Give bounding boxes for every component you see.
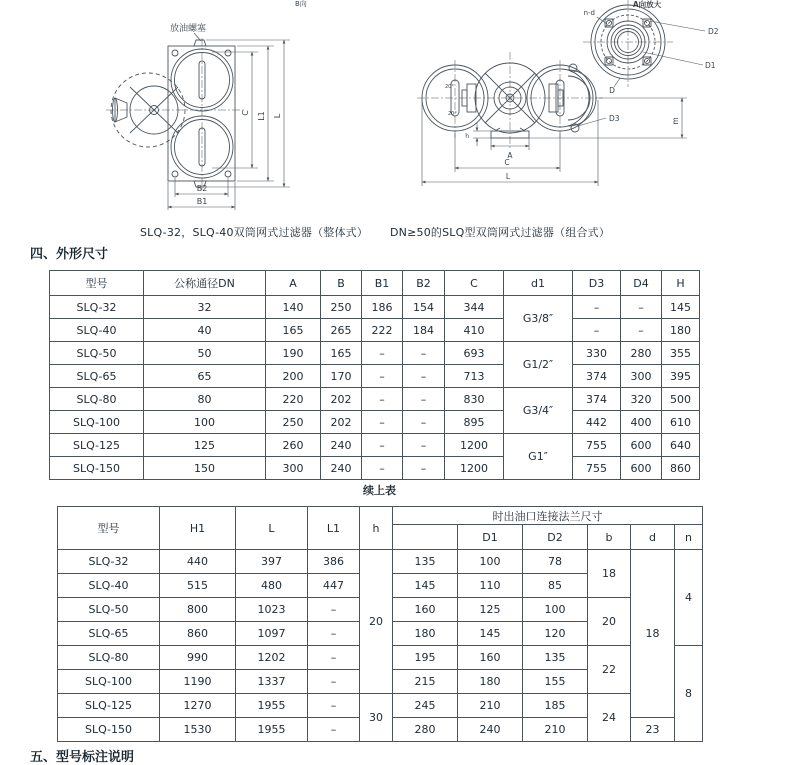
cell-b-merged: 20 [588, 598, 631, 646]
cell: 755 [573, 457, 621, 480]
cell: 440 [160, 550, 236, 574]
dim-label-c: C [504, 158, 510, 167]
cell: 1955 [236, 694, 308, 718]
col-header: 公称通径DN [144, 271, 266, 296]
cell: 442 [573, 411, 621, 434]
cell: 78 [523, 550, 588, 574]
cell: SLQ-150 [50, 457, 144, 480]
dim-label-d3: D3 [609, 114, 620, 123]
cell: 600 [621, 434, 662, 457]
cell: 500 [662, 388, 700, 411]
cell: 32 [144, 296, 266, 319]
col-header: B2 [403, 271, 445, 296]
cell: 830 [445, 388, 504, 411]
cell: – [403, 342, 445, 365]
cell: 245 [393, 694, 458, 718]
cell: 220 [266, 388, 321, 411]
cell: 374 [573, 365, 621, 388]
cell-d1-merged: G3/8″ [504, 296, 573, 342]
cell-d-merged: 18 [631, 550, 675, 718]
cell: 895 [445, 411, 504, 434]
continued-table-label: 续上表 [363, 484, 396, 497]
dim-label-l: L [273, 113, 282, 119]
table-header-row [50, 271, 700, 296]
cell: 386 [308, 550, 360, 574]
cell: 265 [321, 319, 362, 342]
sub-col-header: d [631, 525, 675, 550]
cell: – [573, 296, 621, 319]
cell: 155 [523, 670, 588, 694]
sub-col-header: n [675, 525, 703, 550]
assembly-side-view [417, 52, 606, 148]
cell: 1202 [236, 646, 308, 670]
cell: 400 [621, 411, 662, 434]
cell: 515 [160, 574, 236, 598]
dim-label-b1: B1 [196, 197, 208, 206]
cell: – [403, 365, 445, 388]
cell: 1955 [236, 718, 308, 742]
cell: 222 [362, 319, 403, 342]
cell: 250 [266, 411, 321, 434]
dim-label-h: h [465, 133, 469, 140]
cell: SLQ-32 [58, 550, 160, 574]
cell: 1200 [445, 434, 504, 457]
cell: 397 [236, 550, 308, 574]
cell: SLQ-100 [58, 670, 160, 694]
cell: 100 [458, 550, 523, 574]
cell: 120 [523, 622, 588, 646]
cell: 215 [393, 670, 458, 694]
col-header: H [662, 271, 700, 296]
cell: 125 [458, 598, 523, 622]
figure-caption-combined: DN≥50的SLQ型双筒网式过滤器（组合式） [390, 226, 611, 239]
cell: 1530 [160, 718, 236, 742]
dim-label-a: A [507, 151, 513, 160]
dim-label-l1: L1 [257, 111, 266, 121]
cell: SLQ-50 [58, 598, 160, 622]
cell: 755 [573, 434, 621, 457]
cell-n-merged: 8 [675, 646, 703, 742]
cell-d1-merged: G1/2″ [504, 342, 573, 388]
cell: 200 [266, 365, 321, 388]
dimension-lines [422, 98, 687, 186]
cell: 145 [393, 574, 458, 598]
cell: 250 [321, 296, 362, 319]
cell: – [308, 646, 360, 670]
cell: 640 [662, 434, 700, 457]
cell: – [362, 388, 403, 411]
cell: 170 [321, 365, 362, 388]
cell: 23 [631, 718, 675, 742]
cell: 300 [621, 365, 662, 388]
cell: SLQ-100 [50, 411, 144, 434]
cell-n-merged: 4 [675, 550, 703, 646]
dim-label-m: m [671, 117, 680, 125]
col-header: H1 [160, 507, 236, 550]
cell-b-merged: 18 [588, 550, 631, 598]
cell: 1270 [160, 694, 236, 718]
cell: 154 [403, 296, 445, 319]
cell: – [362, 411, 403, 434]
cell: SLQ-125 [50, 434, 144, 457]
dim-label-l: L [505, 172, 511, 181]
table-row [50, 434, 700, 457]
cell: 180 [458, 670, 523, 694]
sub-col-header: D1 [458, 525, 523, 550]
cell: 85 [523, 574, 588, 598]
cell: 1023 [236, 598, 308, 622]
col-header: L1 [308, 507, 360, 550]
cell: 202 [321, 411, 362, 434]
cell: 860 [160, 622, 236, 646]
cell: 186 [362, 296, 403, 319]
cell: 1337 [236, 670, 308, 694]
cell: – [308, 718, 360, 742]
cell: 202 [321, 388, 362, 411]
dim-label-d1: D1 [705, 61, 716, 70]
angle-label-top: 20° [445, 84, 454, 90]
cell: SLQ-80 [50, 388, 144, 411]
cell: 165 [266, 319, 321, 342]
figure-caption-integral: SLQ-32，SLQ-40双筒网式过滤器（整体式） [140, 226, 369, 239]
cell: SLQ-65 [50, 365, 144, 388]
col-header: 型号 [58, 507, 160, 550]
cell: 240 [321, 457, 362, 480]
table-row [50, 388, 700, 411]
right-drawing-combined-type [415, 0, 725, 196]
cell: 160 [458, 646, 523, 670]
cell: – [362, 365, 403, 388]
dim-label-d2: D2 [708, 27, 719, 36]
cell-d1-merged: G3/4″ [504, 388, 573, 434]
cell: 125 [144, 434, 266, 457]
table-row [58, 550, 703, 574]
cell: 145 [662, 296, 700, 319]
detail-view-title: A向放大 [632, 0, 662, 9]
cell: 610 [662, 411, 700, 434]
cell: 240 [458, 718, 523, 742]
cell: 210 [523, 718, 588, 742]
cell-b-merged: 22 [588, 646, 631, 694]
section-heading-dimensions: 四、外形尺寸 [30, 247, 109, 262]
table-row [50, 342, 700, 365]
cell: SLQ-80 [58, 646, 160, 670]
cell: – [621, 296, 662, 319]
cell: 280 [621, 342, 662, 365]
cell: SLQ-50 [50, 342, 144, 365]
dimensions-table-2 [57, 506, 703, 742]
cell: 185 [523, 694, 588, 718]
sub-col-header: D2 [523, 525, 588, 550]
col-header: D3 [573, 271, 621, 296]
dim-label-b2: B2 [196, 184, 208, 193]
table-row [50, 411, 700, 434]
table-row [58, 694, 703, 718]
cell: – [308, 694, 360, 718]
cell: 1097 [236, 622, 308, 646]
cell: 210 [458, 694, 523, 718]
group-header-flange: 时出油口连接法兰尺寸 [393, 507, 703, 525]
cell: 355 [662, 342, 700, 365]
cell: 50 [144, 342, 266, 365]
bolt-pattern-label: n-d [583, 9, 595, 17]
col-header: C [445, 271, 504, 296]
table-row [50, 457, 700, 480]
table-row [50, 365, 700, 388]
dimension-lines [168, 33, 290, 210]
col-header: B [321, 271, 362, 296]
cell: 40 [144, 319, 266, 342]
cell: – [403, 457, 445, 480]
table-header-row [58, 507, 703, 525]
cell: SLQ-125 [58, 694, 160, 718]
cell: 110 [458, 574, 523, 598]
col-header: L [236, 507, 308, 550]
cell: 693 [445, 342, 504, 365]
table-row [50, 319, 700, 342]
cell: 480 [236, 574, 308, 598]
cell: 300 [266, 457, 321, 480]
cell: SLQ-32 [50, 296, 144, 319]
cell: 713 [445, 365, 504, 388]
cell: – [362, 457, 403, 480]
col-header: d1 [504, 271, 573, 296]
drain-plug-top [194, 40, 206, 46]
flange-detail-view [583, 0, 705, 87]
section-heading-next: 五、型号标注说明 [30, 750, 135, 765]
sub-col-header: b [588, 525, 631, 550]
cell: 344 [445, 296, 504, 319]
cell: 330 [573, 342, 621, 365]
cell: – [403, 411, 445, 434]
col-header: h [360, 507, 393, 550]
dim-label-d: D [609, 86, 615, 95]
cell: 1200 [445, 457, 504, 480]
left-drawing-integral-type [82, 0, 314, 214]
cell: 195 [393, 646, 458, 670]
cell: 65 [144, 365, 266, 388]
cell: 860 [662, 457, 700, 480]
cell: 80 [144, 388, 266, 411]
cell: 145 [458, 622, 523, 646]
cell-h-merged: 20 [360, 550, 393, 694]
cell: SLQ-65 [58, 622, 160, 646]
cell: – [403, 388, 445, 411]
cell: 800 [160, 598, 236, 622]
col-header: B1 [362, 271, 403, 296]
cell: 990 [160, 646, 236, 670]
sub-col-header [393, 525, 458, 550]
cell: 135 [393, 550, 458, 574]
cell-d1-merged: G1″ [504, 434, 573, 480]
cell: 100 [144, 411, 266, 434]
angle-label-bottom: 20° [448, 111, 457, 117]
col-header: 型号 [50, 271, 144, 296]
cell: 160 [393, 598, 458, 622]
cell: 447 [308, 574, 360, 598]
col-header: A [266, 271, 321, 296]
cell: 180 [662, 319, 700, 342]
cell: SLQ-150 [58, 718, 160, 742]
cell: 184 [403, 319, 445, 342]
cell: 190 [266, 342, 321, 365]
cell: 280 [393, 718, 458, 742]
cell: – [362, 434, 403, 457]
cell: SLQ-40 [50, 319, 144, 342]
view-b-label: B向 [295, 0, 307, 8]
cell: 100 [523, 598, 588, 622]
cell: – [403, 434, 445, 457]
cell: – [308, 670, 360, 694]
cell: 240 [321, 434, 362, 457]
cell: 165 [321, 342, 362, 365]
cell: 135 [523, 646, 588, 670]
cell: 1190 [160, 670, 236, 694]
cell-h-merged: 30 [360, 694, 393, 742]
dimensions-table-1 [49, 270, 700, 480]
col-header: D4 [621, 271, 662, 296]
cell: 600 [621, 457, 662, 480]
cell: 320 [621, 388, 662, 411]
cell: 180 [393, 622, 458, 646]
cell: 374 [573, 388, 621, 411]
cell-b-merged: 24 [588, 694, 631, 742]
cell: 150 [144, 457, 266, 480]
cell: SLQ-40 [58, 574, 160, 598]
cell: 395 [662, 365, 700, 388]
cell: – [308, 622, 360, 646]
cell: – [362, 342, 403, 365]
cell: 260 [266, 434, 321, 457]
cell: – [621, 319, 662, 342]
drain-plug-label: 放油螺塞 [170, 24, 207, 34]
cell: – [573, 319, 621, 342]
dim-label-c: C [241, 110, 250, 116]
table-row [50, 296, 700, 319]
cell: – [308, 598, 360, 622]
cell: 140 [266, 296, 321, 319]
cell: 410 [445, 319, 504, 342]
